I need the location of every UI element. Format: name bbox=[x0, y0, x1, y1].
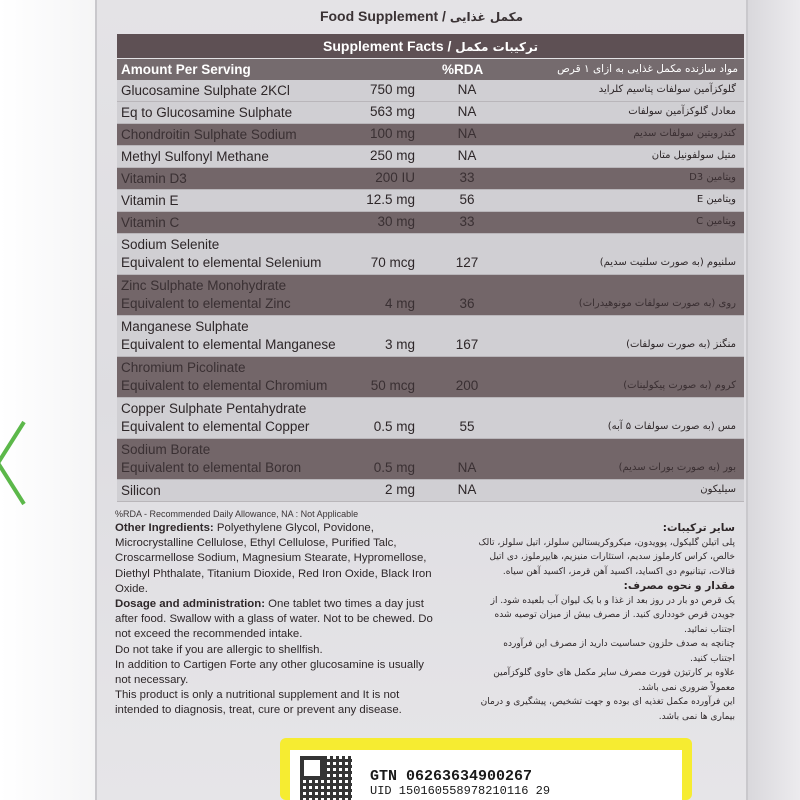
facts-row bbox=[117, 80, 744, 102]
facts-row bbox=[117, 190, 744, 212]
food-supplement-title: Food Supplement / مکمل غذایی bbox=[319, 8, 524, 24]
amount-cell: 0.5 mg bbox=[373, 460, 415, 475]
persian-name-cell: بور (به صورت بورات سدیم) bbox=[618, 462, 736, 473]
ingredient-name-cell bbox=[121, 214, 179, 232]
rda-cell: NA bbox=[457, 148, 477, 163]
persian-name-cell: معادل گلوکزآمین سولفات bbox=[628, 106, 736, 117]
ingredient-name-line: Manganese Sulphate bbox=[121, 319, 249, 334]
persian-name-cell: مس (به صورت سولفات ۵ آبه) bbox=[607, 421, 736, 432]
amount-cell: 100 mg bbox=[369, 126, 415, 141]
allergy-warning-fa: چنانچه به صدف حلزون حساسیت دارید از مصرف این فرآورده اجتناب کنید. bbox=[503, 639, 735, 664]
rda-column-label: %RDA bbox=[442, 62, 484, 77]
ingredient-name-line: Silicon bbox=[121, 483, 161, 498]
persian-column-label: مواد سازنده مکمل غذایی به ازای ۱ قرص bbox=[557, 63, 738, 75]
persian-name-cell: منگنز (به صورت سولفات) bbox=[626, 339, 736, 350]
dosage-fa: یک قرص دو بار در روز بعد از غذا و با یک لیوان آب بلعیده شود. از جویدن قرص خودداری کنید. از مصرف بیش از میزان توصیه شده اجتناب نمائید. bbox=[490, 595, 735, 635]
persian-name-cell: سلنیوم (به صورت سلنیت سدیم) bbox=[599, 257, 736, 268]
persian-name-cell: گلوکزآمین سولفات پتاسیم کلراید bbox=[598, 84, 736, 95]
amount-cell: 30 mg bbox=[377, 214, 415, 229]
ingredient-name-line: Copper Sulphate Pentahydrate bbox=[121, 401, 307, 416]
facts-row bbox=[117, 168, 744, 190]
ingredient-name-line: Vitamin E bbox=[121, 193, 179, 208]
facts-row bbox=[117, 212, 744, 234]
rda-cell: NA bbox=[457, 104, 477, 119]
facts-column-header bbox=[117, 59, 744, 80]
amount-cell: 70 mcg bbox=[370, 255, 415, 270]
disclaimer-fa: این فرآورده مکمل تغذیه ای بوده و جهت تشخیص، پیشگیری و درمان بیماری ها نمی باشد. bbox=[480, 697, 735, 722]
ingredient-name-line: Sodium Borate bbox=[121, 442, 211, 457]
page-background-left bbox=[0, 0, 95, 800]
glucosamine-note: In addition to Cartigen Forte any other glucosamine is usually not necessary. bbox=[115, 658, 424, 687]
ingredient-name-line: Equivalent to elemental Zinc bbox=[121, 296, 291, 311]
persian-name-cell: روی (به صورت سولفات مونوهیدرات) bbox=[578, 298, 736, 309]
facts-row bbox=[117, 275, 744, 316]
ingredient-name-cell bbox=[121, 441, 301, 477]
amount-cell: 2 mg bbox=[384, 482, 415, 497]
ingredient-name-cell bbox=[121, 126, 297, 144]
ingredient-name-cell bbox=[121, 482, 161, 500]
persian-instructions bbox=[477, 521, 735, 724]
page-background-right bbox=[748, 0, 800, 800]
barcode-sticker bbox=[280, 738, 692, 800]
ingredient-name-cell bbox=[121, 400, 309, 436]
ingredient-name-cell bbox=[121, 192, 179, 210]
persian-name-cell: کروم (به صورت پیکولینات) bbox=[623, 380, 736, 391]
rda-cell: 36 bbox=[459, 296, 475, 311]
rda-cell: NA bbox=[457, 482, 477, 497]
persian-name-cell: ویتامین C bbox=[696, 216, 736, 227]
rda-cell: 127 bbox=[455, 255, 479, 270]
rda-cell: NA bbox=[457, 126, 477, 141]
glucosamine-note-fa: علاوه بر کارتیژن فورت مصرف سایر مکمل های حاوی گلوکزآمین معمولاً ضروری نمی باشد. bbox=[493, 668, 735, 693]
facts-row bbox=[117, 316, 744, 357]
facts-table bbox=[117, 80, 744, 502]
ingredient-name-line: Eq to Glucosamine Sulphate bbox=[121, 105, 293, 120]
allergy-warning: Do not take if you are allergic to shellfish. bbox=[115, 643, 323, 656]
amount-cell: 50 mcg bbox=[370, 378, 415, 393]
other-ingredients-fa: پلی اتیلن گلیکول، پوویدون، میکروکریستالین سلولز، اتیل سلولز، تالک خالص، کراس کارملوز سدیم، استئارات منیزیم، هایپرملوز، دی اتیل فتالات، تیتانیوم دی اکساید، اکسید آهن قرمز، اکسید آهن سیاه. bbox=[478, 537, 735, 577]
rda-footnote: %RDA - Recommended Daily Allowance, NA : Not Applicable bbox=[115, 509, 359, 519]
facts-row bbox=[117, 439, 744, 480]
persian-name-cell: متیل سولفونیل متان bbox=[651, 150, 736, 161]
persian-name-cell: کندرویتین سولفات سدیم bbox=[633, 128, 736, 139]
ingredient-name-line: Vitamin D3 bbox=[121, 171, 187, 186]
ingredient-name-cell bbox=[121, 277, 291, 313]
datamatrix-code-icon bbox=[300, 756, 352, 800]
ingredient-name-cell bbox=[121, 170, 187, 188]
amount-column-label: Amount Per Serving bbox=[121, 62, 251, 77]
persian-name-cell: ویتامین D3 bbox=[689, 172, 736, 183]
facts-row bbox=[117, 480, 744, 502]
supplement-label-panel bbox=[95, 0, 748, 800]
carousel-prev-arrow-icon[interactable] bbox=[0, 418, 36, 508]
ingredient-name-cell bbox=[121, 318, 336, 354]
ingredient-name-cell bbox=[121, 104, 292, 122]
ingredient-name-line: Equivalent to elemental Copper bbox=[121, 419, 310, 434]
rda-cell: 55 bbox=[459, 419, 475, 434]
ingredient-name-line: Chondroitin Sulphate Sodium bbox=[121, 127, 297, 142]
ingredient-name-line: Chromium Picolinate bbox=[121, 360, 246, 375]
amount-cell: 563 mg bbox=[369, 104, 415, 119]
dosage-fa-label: مقدار و نحوه مصرف: bbox=[623, 580, 735, 592]
rda-cell: 56 bbox=[459, 192, 475, 207]
ingredient-name-line: Vitamin C bbox=[121, 215, 180, 230]
ingredient-name-cell bbox=[121, 236, 321, 272]
facts-row bbox=[117, 146, 744, 168]
amount-cell: 12.5 mg bbox=[366, 192, 415, 207]
facts-row bbox=[117, 124, 744, 146]
rda-cell: 33 bbox=[459, 214, 475, 229]
ingredient-name-line: Glucosamine Sulphate 2KCl bbox=[121, 83, 290, 98]
rda-cell: 167 bbox=[455, 337, 479, 352]
ingredient-name-line: Equivalent to elemental Selenium bbox=[121, 255, 322, 270]
rda-cell: NA bbox=[457, 82, 477, 97]
amount-cell: 4 mg bbox=[384, 296, 415, 311]
rda-cell: NA bbox=[457, 460, 477, 475]
persian-name-cell: ویتامین E bbox=[696, 194, 736, 205]
amount-cell: 250 mg bbox=[369, 148, 415, 163]
amount-cell: 0.5 mg bbox=[373, 419, 415, 434]
amount-cell: 3 mg bbox=[384, 337, 415, 352]
rda-cell: 33 bbox=[459, 170, 475, 185]
disclaimer: This product is only a nutritional supplement and It is not intended to diagnosis, treat, cure or prevent any disease. bbox=[115, 689, 402, 717]
other-ingredients: Other Ingredients: Polyethylene Glycol, Povidone, Microcrystalline Cellulose, Ethyl Cellulose, Purified Talc, Croscarmellose Sodium, Magnesium Stearate, Hypromellose, Diethyl Phthalate, Titanium Dioxide, Red Iron Oxide, Black Iron Oxide. bbox=[115, 522, 432, 595]
ingredient-name-cell bbox=[121, 359, 327, 395]
amount-cell: 750 mg bbox=[369, 82, 415, 97]
dosage: Dosage and administration: One tablet two times a day just after food. Swallow with a glass of water. Not to be chewed. Do not exceed the recommended intake. bbox=[115, 598, 433, 641]
amount-cell: 200 IU bbox=[375, 170, 415, 185]
supplement-facts-header: Supplement Facts / ترکیبات مکمل bbox=[117, 34, 744, 58]
ingredient-name-cell bbox=[121, 148, 269, 166]
ingredient-name-line: Methyl Sulfonyl Methane bbox=[121, 149, 269, 164]
ingredient-name-line: Sodium Selenite bbox=[121, 237, 220, 252]
ingredient-name-line: Zinc Sulphate Monohydrate bbox=[121, 278, 287, 293]
other-ingredients-fa-label: سایر ترکیبات: bbox=[662, 522, 735, 534]
gtn-number: GTN 06263634900267 bbox=[370, 768, 533, 785]
facts-row bbox=[117, 357, 744, 398]
ingredient-name-line: Equivalent to elemental Boron bbox=[121, 460, 302, 475]
persian-name-cell: سیلیکون bbox=[700, 484, 736, 495]
rda-cell: 200 bbox=[455, 378, 479, 393]
facts-row bbox=[117, 234, 744, 275]
ingredient-name-line: Equivalent to elemental Manganese bbox=[121, 337, 336, 352]
english-instructions bbox=[115, 521, 435, 719]
ingredient-name-cell bbox=[121, 82, 290, 100]
facts-row bbox=[117, 102, 744, 124]
facts-row bbox=[117, 398, 744, 439]
uid-number: UID 150160558978210116 29 bbox=[370, 784, 551, 798]
ingredient-name-line: Equivalent to elemental Chromium bbox=[121, 378, 328, 393]
